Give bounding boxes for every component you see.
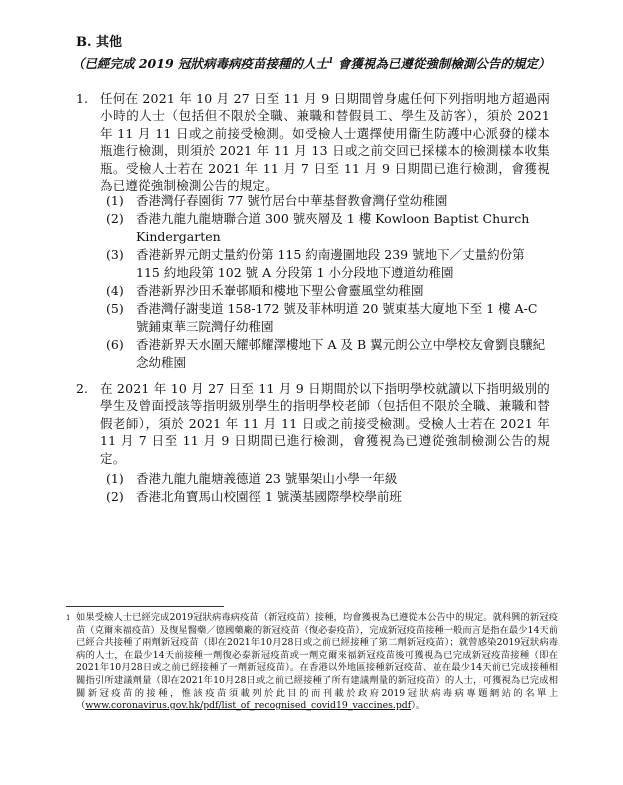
list-item [106,488,552,505]
footnote-tail: ）。 [411,700,426,712]
list-item-index: (1) [106,193,124,208]
list-item [106,470,552,487]
section-subheading [72,52,572,72]
footnote-mark: 1 [66,614,71,622]
list-item-index: (5) [106,301,124,317]
list-item-index: (6) [106,337,124,353]
list-item-text: 香港九龍九龍塘聯合道 300 號夾層及 1 樓 Kowloon Baptist Church Kindergarten [136,211,530,244]
list-item-text: 香港灣仔春園街 77 號竹居台中華基督教會灣仔堂幼稚園 [136,193,448,208]
list-item-index: (2) [106,211,124,227]
footnote-text [66,612,558,713]
list-item-text: 香港九龍九龍塘義德道 23 號畢架山小學一年級 [136,471,398,486]
list-item-text: 香港新界元朗丈量約份第 115 約南邊圍地段 239 號地下／丈量約份第 115 約地段第 102 號 A 分段第 1 小分段地下遵道幼稚園 [136,247,525,280]
list-item-text: 香港北角寶馬山校園徑 1 號漢基國際學校學前班 [136,489,402,505]
list-item [106,210,552,245]
subheading-text-pre: （已經完成 2019 冠狀病毒病疫苗接種的人士 [72,56,328,72]
subheading-text-post: 會獲視為已遵從強制檢測公告的規定） [333,56,551,72]
list-item-text: 香港新界天水圍天耀邨耀澤樓地下 A 及 B 翼元朗公立中學校友會劉良驤紀念幼稚園 [136,337,546,370]
list-item [106,246,552,281]
footnote-reference: 1 [328,55,334,65]
list-item [106,300,552,335]
point-1-text: 任何在 2021 年 10 月 27 日至 11 月 9 日期間曾身處任何下列指明地方超過兩小時的人士（包括但不限於全職、兼職和替假員工、學生及訪客），須於 2021 年 11 月 11 日或之前接受檢測。如受檢人士選擇使用衞生防護中心派發的樣本瓶進行檢測，則須於 2021 年 11 月 13 日或之前交回已採樣本的檢測樣本收集瓶。受檢人士若在 2021 年 11 月 7 日至 11 月 9 日期間已進行檢測，會獲視為已遵從強制檢測公告的規定。 [100,91,550,194]
point-2-list [106,470,552,507]
list-item-index: (4) [106,283,124,299]
list-item-text: 香港灣仔謝斐道 158-172 號及菲林明道 20 號東基大廈地下至 1 樓 A-C 號鋪東華三院灣仔幼稚園 [136,301,538,334]
list-item-index: (3) [106,247,124,263]
list-item-index: (1) [106,471,124,486]
point-2-text: 在 2021 年 10 月 27 日至 11 月 9 日期間於以下指明學校就讀以下指明級別的學生及曾面授該等指明級別學生的指明學校老師（包括但不限於全職、兼職和替假老師），須於 2021 年 11 月 11 日或之前接受檢測。受檢人士若在 2021 年 11 月 7 日至 11 月 9 日期間已進行檢測，會獲視為已遵從強制檢測公告的規定。 [100,381,550,466]
point-1-list [106,192,552,372]
footnote-divider [66,606,224,607]
list-item [106,336,552,371]
footnote-body: 如果受檢人士已經完成2019冠狀病毒病疫苗（新冠疫苗）接種，均會獲視為已遵從本公告中的規定。就科興的新冠疫苗（克爾來福疫苗）及復星醫藥／德國藥廠的新冠疫苗（復必泰疫苗），完成新冠疫苗接種一般而言是指在最少14天前已經合共接種了兩劑新冠疫苗（即在2021年10月28日或之前已經接種了第二劑新冠疫苗）；就曾感染2019冠狀病毒病的人士，在最少14天前接種一劑復必泰新冠疫苗或一劑克爾來福新冠疫苗後可獲視為已完成新冠疫苗接種（即在2021年10月28日或之前已經接種了一劑新冠疫苗）。在香港以外地區接種新冠疫苗、並在最少14天前已完成接種相關指引所建議劑量（即在2021年10月28日或之前已經接種了所有建議劑量的新冠疫苗）的人士，可獲視為已完成相關新冠疫苗的接種，惟該疫苗須載列於此目的而刊載於政府2019冠狀病毒病專題網站的名單上（ [76,612,558,712]
point-1-number: 1. [76,91,88,106]
list-item-text: 香港新界沙田禾輋邨順和樓地下聖公會靈風堂幼稚園 [136,283,424,299]
section-heading: B. 其他 [76,35,123,50]
list-item [106,192,552,209]
point-2-number: 2. [76,381,88,396]
list-item [106,282,552,299]
footnote [66,612,558,713]
vaccine-list-link[interactable]: www.coronavirus.gov.hk/pdf/list_of_recognised_covid19_vaccines.pdf [85,700,412,712]
list-item-index: (2) [106,489,124,505]
